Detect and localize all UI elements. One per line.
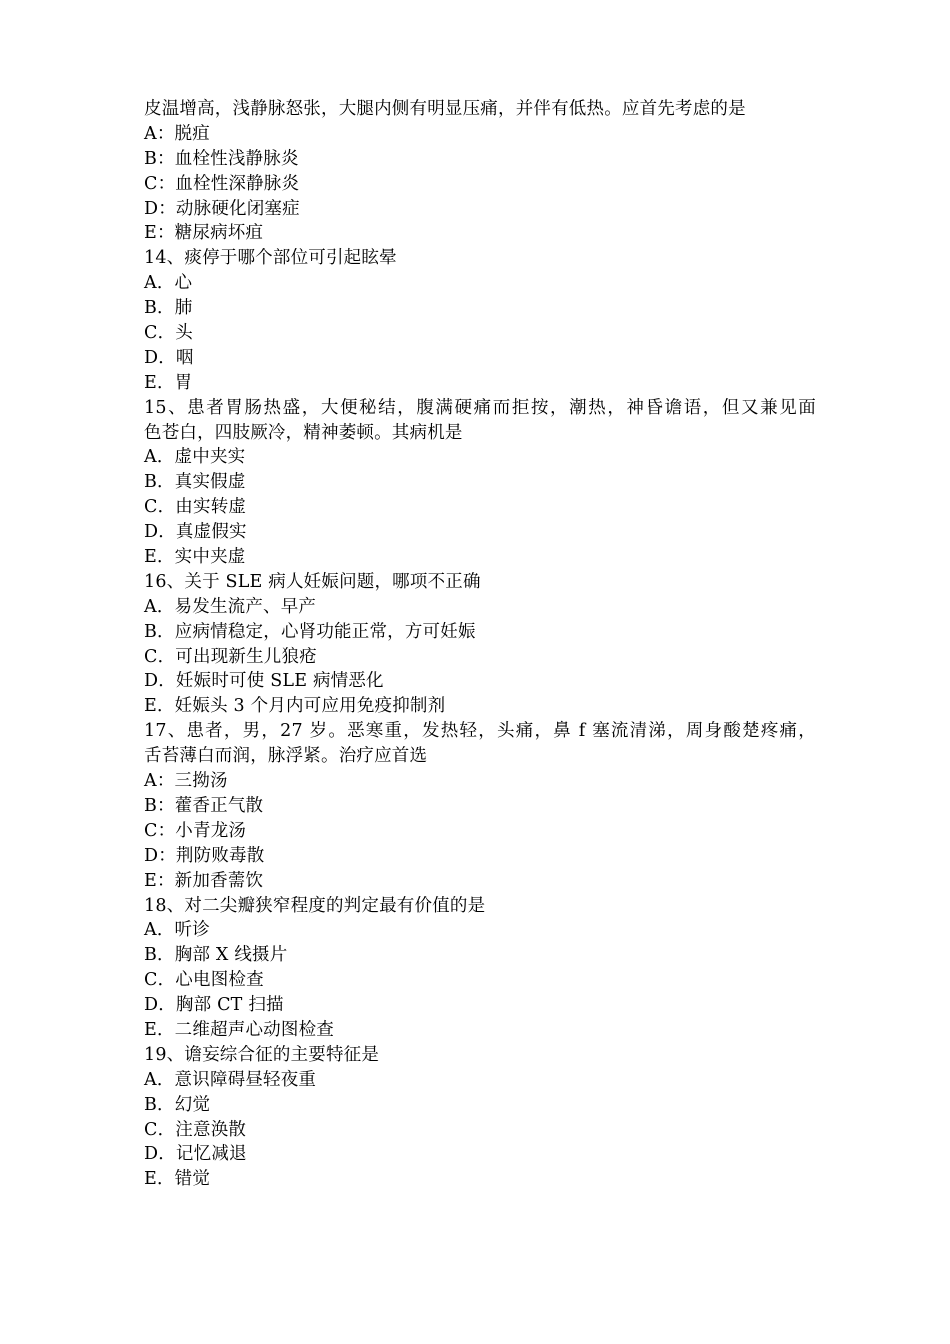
answer-option: A．听诊 <box>144 920 210 941</box>
question-text: 16、关于 SLE 病人妊娠问题，哪项不正确 <box>144 571 481 592</box>
question-text: 15、患者胃肠热盛，大便秘结，腹满硬痛而拒按，潮热，神昏谵语，但又兼见面 <box>144 397 816 418</box>
answer-option: C．由实转虚 <box>144 497 247 518</box>
answer-option: A：三拗汤 <box>144 771 228 792</box>
answer-option: B：血栓性浅静脉炎 <box>144 148 299 169</box>
answer-option: B．胸部 X 线摄片 <box>144 945 288 966</box>
question-text: 舌苔薄白而润，脉浮紧。治疗应首选 <box>144 746 428 767</box>
answer-option: E．二维超声心动图检查 <box>144 1019 334 1040</box>
answer-option: D．咽 <box>144 347 194 368</box>
answer-option: E．错觉 <box>144 1169 211 1190</box>
answer-option: D．记忆减退 <box>144 1144 247 1165</box>
answer-option: D：荆防败毒散 <box>144 845 265 866</box>
answer-option: C．心电图检查 <box>144 970 264 991</box>
answer-option: B．真实假虚 <box>144 472 246 493</box>
question-text: 17、患者，男，27 岁。恶寒重，发热轻，头痛，鼻 f 塞流清涕，周身酸楚疼痛， <box>144 721 816 742</box>
answer-option: D：动脉硬化闭塞症 <box>144 198 300 219</box>
document-page <box>144 97 824 1192</box>
answer-option: A：脱疽 <box>144 123 210 144</box>
answer-option: C：血栓性深静脉炎 <box>144 173 300 194</box>
answer-option: A．虚中夹实 <box>144 447 246 468</box>
answer-option: A．心 <box>144 273 193 294</box>
question-text: 18、对二尖瓣狭窄程度的判定最有价值的是 <box>144 895 486 916</box>
answer-option: A．意识障碍昼轻夜重 <box>144 1069 317 1090</box>
answer-option: B．幻觉 <box>144 1094 211 1115</box>
answer-option: A．易发生流产、早产 <box>144 596 317 617</box>
answer-option: C．注意涣散 <box>144 1119 247 1140</box>
question-text: 14、痰停于哪个部位可引起眩晕 <box>144 248 397 269</box>
answer-option: C．头 <box>144 323 193 344</box>
answer-option: E：新加香薷饮 <box>144 870 264 891</box>
answer-option: D．妊娠时可使 SLE 病情恶化 <box>144 671 384 692</box>
answer-option: E．实中夹虚 <box>144 547 246 568</box>
answer-option: C．可出现新生儿狼疮 <box>144 646 317 667</box>
answer-option: B．肺 <box>144 298 193 319</box>
answer-option: D．胸部 CT 扫描 <box>144 995 284 1016</box>
answer-option: E．胃 <box>144 372 193 393</box>
question-stem: 皮温增高，浅静脉怒张，大腿内侧有明显压痛，并伴有低热。应首先考虑的是 <box>144 99 746 119</box>
answer-option: D．真虚假实 <box>144 522 247 543</box>
answer-option: B．应病情稳定，心肾功能正常，方可妊娠 <box>144 621 476 642</box>
question-text: 色苍白，四肢厥冷，精神萎顿。其病机是 <box>144 422 463 443</box>
answer-option: C：小青龙汤 <box>144 820 247 841</box>
answer-option: E．妊娠头 3 个月内可应用免疫抑制剂 <box>144 696 446 717</box>
question-text: 19、谵妄综合征的主要特征是 <box>144 1044 380 1065</box>
answer-option: B：藿香正气散 <box>144 795 264 816</box>
answer-option: E：糖尿病坏疽 <box>144 223 264 244</box>
